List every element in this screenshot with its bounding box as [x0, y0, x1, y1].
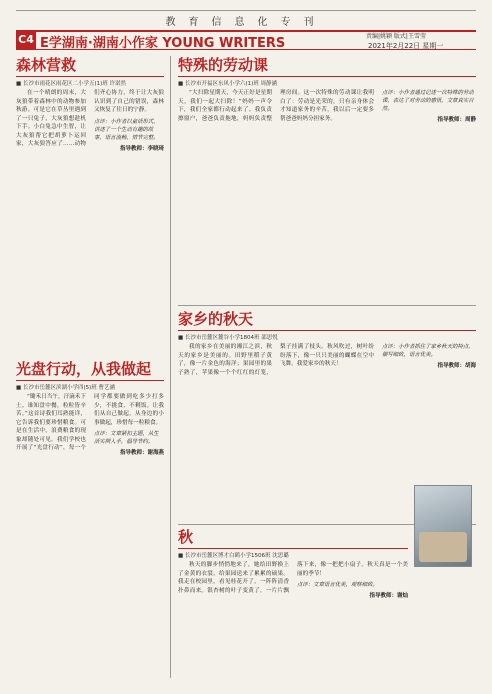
article-body: 我的家乡在美丽的湘江之滨，秋天的家乡是美丽的。田野里稻子黄了，像一片金色的海洋；果园里的果子熟了，苹果像一个个红红的灯笼，梨子挂满了枝头。秋风吹过，树叶纷纷落下，像一只只美丽的蝴蝶在空中飞舞。我爱家乡的秋天！: [178, 344, 374, 376]
article-byline: ■ 长沙市岳麓区博才白鹤小学1506班 沈思璐: [178, 553, 289, 559]
article-title: 森林营救: [16, 56, 164, 77]
article-teacher: 指导教师：谢海燕: [119, 450, 164, 456]
article-review: 点评：小作者通过记述一次特殊的劳动课，表达了对劳动的感悟，文章真实自然。: [382, 90, 474, 112]
masthead-slogan: 教育信息化专刊: [165, 17, 327, 28]
article-body: 在一个晴朗的周末，大灰狼带着森林中的动物参加秋游。可是它在草丛里遇到了一只兔子，大灰狼想趁机下手。小白兔急中生智，让大灰狼帮它把胡萝卜运回家，大灰狼答应了……动物们齐心协力，终于让大灰狼认识到了自己的错误，森林又恢复了往日的宁静。: [16, 90, 164, 147]
photo-subject: [419, 532, 467, 562]
column-divider: [170, 56, 171, 678]
page-title: E学湖南·湖南小作家 YOUNG WRITERS: [40, 36, 286, 51]
article-body: “大扫除星期天，今天正好是星期天，我们一起大扫除！”妈妈一声令下，我们全家都行动起来了。我负责擦窗户，爸爸负责拖地，妈妈负责整理房间。这一次特殊的劳动课让我明白了：劳动是光荣的，只有亲身体会才知道家务的辛苦，我以后一定要多帮爸爸妈妈分担家务。: [178, 90, 374, 122]
article-guangpan: [16, 360, 164, 678]
article-senlin: [16, 56, 164, 352]
article-review: 点评：小作者抓住了家乡秋天的特点，描写细致，语言优美。: [382, 344, 474, 358]
article-body: 秋天的脚步悄悄地来了，她给田野换上了金黄的衣裳，给果园送来了累累的硕果。我走在校园里，看见桂花开了，一阵阵清香扑鼻而来。银杏树的叶子变黄了，一片片飘落下来，像一把把小扇子。秋天真是一个美丽的季节！: [178, 562, 408, 594]
article-teacher: 指导教师：胡海: [437, 363, 476, 369]
article-byline: ■ 长沙市开福区东风小学六(1)班 周静涵: [178, 81, 277, 87]
page-number: C4: [16, 30, 36, 50]
section-divider: [178, 305, 476, 306]
article-byline: ■ 长沙市雨花区雨花区二小学五(1)班 许诺然: [16, 81, 126, 87]
article-teacher: 指导教师：谢灿: [369, 593, 408, 599]
article-body: “锄禾日当午，汗滴禾下土。谁知盘中餐，粒粒皆辛苦。”这首诗我们耳熟能详，它告诉我们要珍惜粮食。可是在生活中，浪费粮食的现象却随处可见。我们学校也开展了“光盘行动”，每一个同学都要做到吃多少打多少，不挑食、不剩饭。让我们从自己做起，从身边的小事做起，珍惜每一粒粮食。: [16, 394, 164, 451]
article-teacher: 指导教师：周静: [437, 117, 476, 123]
photo-icon: [414, 485, 472, 567]
article-review: 点评：文章紧扣主题，从生活实例入手，倡导节约。: [94, 431, 159, 445]
article-title: 光盘行动，从我做起: [16, 360, 164, 381]
article-title: 秋: [178, 528, 408, 549]
article-review: 点评：小作者以童话形式，讲述了一个生动有趣的故事，语言流畅，情节完整。: [94, 118, 159, 141]
editor-meta: 责编|姚颖 版式|王雪莹: [366, 33, 426, 40]
article-teacher: 指导教师：李晓琦: [119, 145, 164, 152]
article-laodong: [178, 56, 476, 302]
issue-date: 2021年2月22日 星期一: [368, 42, 444, 50]
article-title: 特殊的劳动课: [178, 56, 476, 77]
top-rule: [16, 10, 476, 11]
article-qiu: [178, 528, 408, 678]
article-byline: ■ 长沙市岳麓区麓谷小学1804班 邵思悦: [178, 335, 278, 341]
article-byline: ■ 长沙市岳麓区滨湖小学四(5)班 曹艺涵: [16, 385, 115, 391]
article-title: 家乡的秋天: [178, 310, 476, 331]
article-review: 点评：文章语言优美，观察细致。: [297, 582, 378, 588]
